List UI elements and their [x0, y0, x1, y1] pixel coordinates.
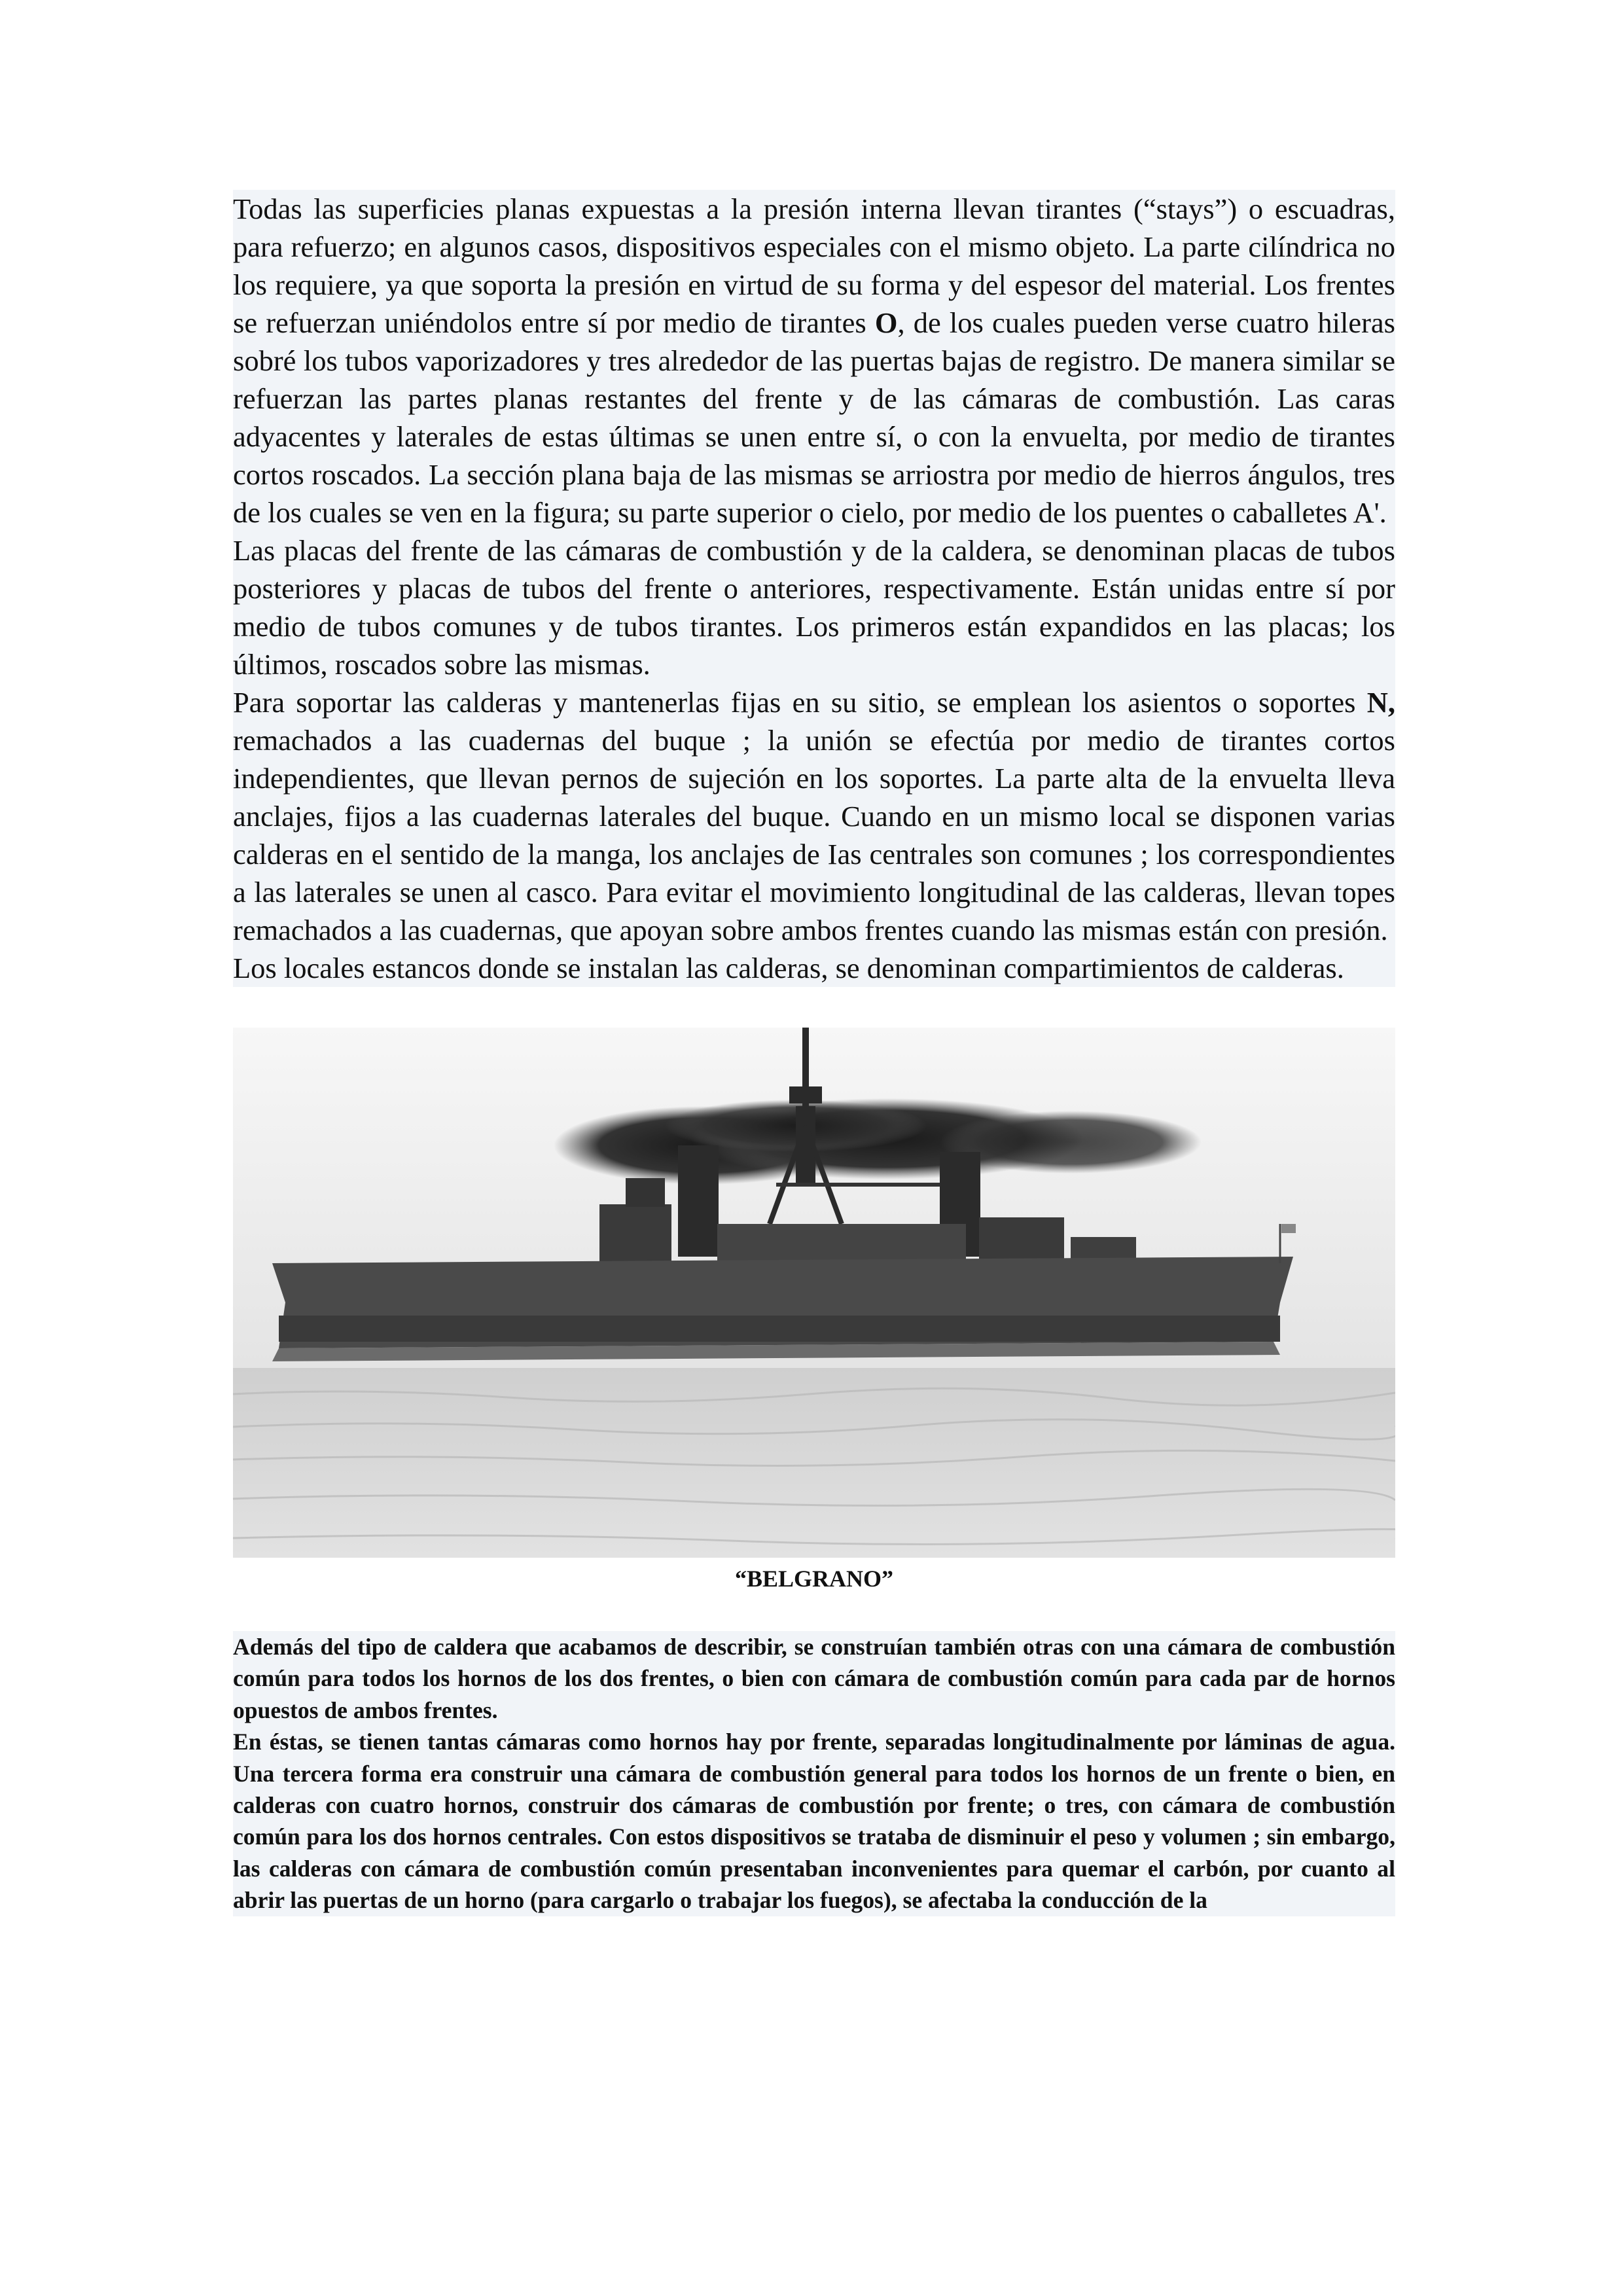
- paragraph-stays-text-2: , de los cuales pueden verse cuatro hileras sobré los tubos vaporizadores y tres alrededor de las puertas bajas de registro. De manera similar se refuerzan las partes planas restantes del frente y de las cámaras de combustión. Las caras adyacentes y laterales de estas últimas se unen entre sí, o con la envuelta, por medio de tirantes cortos roscados. La sección plana baja de las mismas se arriostra por medio de hierros ángulos, tres de los cuales se ven en la figura; su parte superior o cielo, por medio de los puentes o caballetes A'.: [233, 306, 1395, 529]
- paragraph-supports-text-1: Para soportar las calderas y mantenerlas fijas en su sitio, se emplean los asientos o soportes: [233, 686, 1367, 719]
- document-page: [233, 190, 1395, 1916]
- label-N: N,: [1366, 686, 1395, 719]
- figure-caption: “BELGRANO”: [734, 1566, 894, 1592]
- paragraph-supports: [233, 683, 1395, 949]
- bold-paragraph-2: En éstas, se tienen tantas cámaras como hornos hay por frente, separadas longitudinalmente por láminas de agua. Una tercera forma era construir una cámara de combustión general para todos los hornos de un frente o bien, en calderas con cuatro hornos, construir dos cámaras de combustión por frente; o tres, con cámara de combustión común para los dos hornos centrales. Con estos dispositivos se trataba de disminuir el peso y volumen ; sin embargo, las calderas con cámara de combustión común presentaban inconvenientes para quemar el carbón, por cuanto al abrir las puertas de un horno (para cargarlo o trabajar los fuegos), se afectaba la conducción de la: [233, 1726, 1395, 1916]
- bold-section: [233, 1631, 1395, 1916]
- paragraph-supports-text-2: remachados a las cuadernas del buque ; la unión se efectúa por medio de tirantes cortos independientes, que llevan pernos de sujeción en los soportes. La parte alta de la envuelta lleva anclajes, fijos a las cuadernas laterales del buque. Cuando en un mismo local se disponen varias calderas en el sentido de la manga, los anclajes de Ias centrales son comunes ; los correspondientes a las laterales se unen al casco. Para evitar el movimiento longitudinal de las calderas, llevan topes remachados a las cuadernas, que apoyan sobre ambos frentes cuando las mismas están con presión.: [233, 724, 1395, 946]
- warship-photo-icon: [233, 1028, 1395, 1558]
- bold-paragraph-1: Además del tipo de caldera que acabamos de describir, se construían también otras con una cámara de combustión común para todos los hornos de los dos frentes, o bien con cámara de combustión común para cada par de hornos opuestos de ambos frentes.: [233, 1631, 1395, 1726]
- paragraph-tube-plates: Las placas del frente de las cámaras de combustión y de la caldera, se denominan placas de tubos posteriores y placas de tubos del frente o anteriores, respectivamente. Están unidas entre sí por medio de tubos comunes y de tubos tirantes. Los primeros están expandidos en las placas; los últimos, roscados sobre las mismas.: [233, 531, 1395, 683]
- label-O: O: [874, 306, 898, 339]
- paragraph-compartments: Los locales estancos donde se instalan las calderas, se denominan compartimientos de calderas.: [233, 949, 1395, 987]
- paragraph-stays-text-1: Todas las superficies planas expuestas a la presión interna llevan tirantes (“stays”) o escuadras, para refuerzo; en algunos casos, dispositivos especiales con el mismo objeto. La parte cilíndrica no los requiere, ya que soporta la presión en virtud de su forma y del espesor del material. Los frentes se refuerzan uniéndolos entre sí por medio de tirantes: [233, 192, 1395, 339]
- paragraph-stays: [233, 190, 1395, 531]
- warship-photo: [233, 1028, 1395, 1558]
